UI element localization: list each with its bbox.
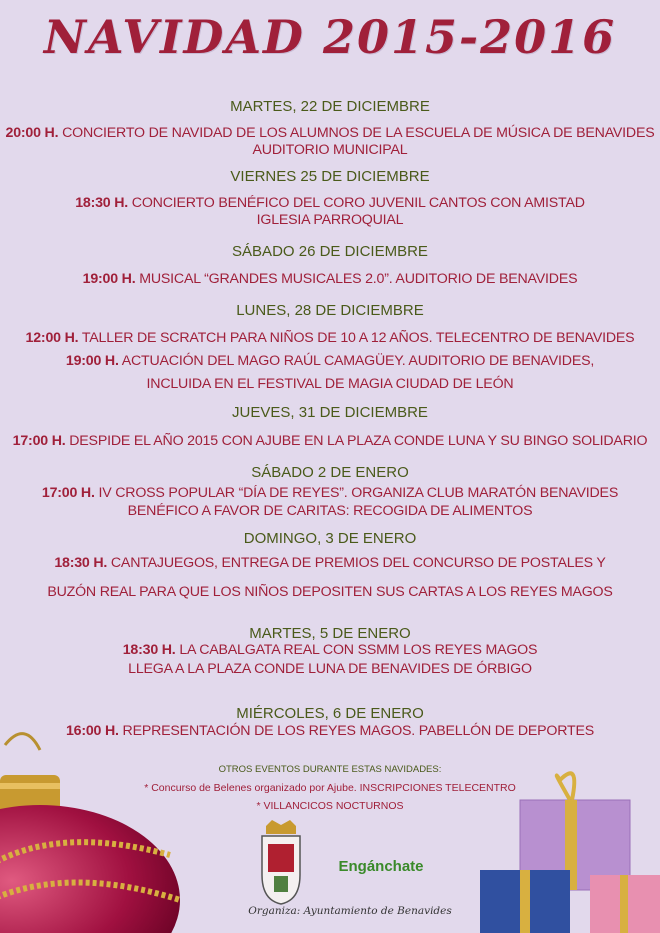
- event-line: [0, 376, 660, 393]
- day-heading: MARTES, 5 DE ENERO: [249, 625, 411, 642]
- event-text: MUSICAL “GRANDES MUSICALES 2.0”. AUDITORIO DE BENAVIDES: [139, 271, 578, 287]
- event-text: INCLUIDA EN EL FESTIVAL DE MAGIA CIUDAD DE LEÓN: [146, 376, 514, 392]
- event-line: [0, 584, 660, 601]
- other-event-item: * VILLANCICOS NOCTURNOS: [256, 800, 404, 812]
- event-line: [0, 485, 660, 502]
- event-text: TALLER DE SCRATCH PARA NIÑOS DE 10 A 12 AÑOS. TELECENTRO DE BENAVIDES: [81, 330, 635, 346]
- event-time: 17:00 H.: [41, 485, 95, 501]
- event-line: [0, 353, 660, 370]
- day-heading: DOMINGO, 3 DE ENERO: [243, 530, 417, 547]
- event-text: ACTUACIÓN DEL MAGO RAÚL CAMAGÜEY. AUDITORIO DE BENAVIDES,: [121, 353, 595, 369]
- event-line: [0, 142, 660, 159]
- event-text: CONCIERTO DE NAVIDAD DE LOS ALUMNOS DE LA ESCUELA DE MÚSICA DE BENAVIDES: [62, 125, 655, 141]
- event-line: [0, 271, 660, 288]
- event-text: DESPIDE EL AÑO 2015 CON AJUBE EN LA PLAZA CONDE LUNA Y SU BINGO SOLIDARIO: [69, 433, 648, 449]
- day-heading: SÁBADO 26 DE DICIEMBRE: [232, 243, 428, 260]
- event-text: CANTAJUEGOS, ENTREGA DE PREMIOS DEL CONCURSO DE POSTALES Y: [110, 555, 606, 571]
- event-time: 17:00 H.: [12, 433, 66, 449]
- event-line: [0, 195, 660, 212]
- event-text: BUZÓN REAL PARA QUE LOS NIÑOS DEPOSITEN SUS CARTAS A LOS REYES MAGOS: [47, 584, 613, 600]
- event-text: CONCIERTO BENÉFICO DEL CORO JUVENIL CANTOS CON AMISTAD: [131, 195, 585, 211]
- event-time: 18:30 H.: [75, 195, 129, 211]
- event-text: LA CABALGATA REAL CON SSMM LOS REYES MAGOS: [179, 642, 538, 658]
- event-text: REPRESENTACIÓN DE LOS REYES MAGOS. PABELLÓN DE DEPORTES: [122, 723, 595, 739]
- event-time: 18:30 H.: [54, 555, 108, 571]
- event-time: 18:30 H.: [122, 642, 176, 658]
- organiza-credit: Organiza: Ayuntamiento de Benavides: [248, 905, 452, 917]
- event-text: LLEGA A LA PLAZA CONDE LUNA DE BENAVIDES DE ÓRBIGO: [128, 661, 532, 677]
- day-heading: LUNES, 28 DE DICIEMBRE: [236, 302, 424, 319]
- day-heading: JUEVES, 31 DE DICIEMBRE: [232, 404, 428, 421]
- event-line: [0, 330, 660, 347]
- day-heading: MIÉRCOLES, 6 DE ENERO: [236, 705, 424, 722]
- event-text: IGLESIA PARROQUIAL: [256, 212, 404, 228]
- event-text: BENÉFICO A FAVOR DE CARITAS: RECOGIDA DE ALIMENTOS: [127, 503, 533, 519]
- poster-title: NAVIDAD 2015-2016: [43, 10, 617, 64]
- event-line: [0, 555, 660, 572]
- event-time: 20:00 H.: [5, 125, 59, 141]
- event-time: 16:00 H.: [65, 723, 119, 739]
- event-line: [0, 503, 660, 520]
- other-event-item: * Concurso de Belenes organizado por Ajube. INSCRIPCIONES TELECENTRO: [144, 782, 516, 794]
- gift-boxes-icon: [460, 760, 660, 933]
- event-time: 12:00 H.: [25, 330, 79, 346]
- event-line: [0, 125, 660, 142]
- day-heading: SÁBADO 2 DE ENERO: [251, 464, 409, 481]
- coat-of-arms-icon: [258, 820, 304, 906]
- enganchate-logo: Engánchate: [338, 858, 424, 875]
- other-events-title: OTROS EVENTOS DURANTE ESTAS NAVIDADES:: [218, 764, 442, 775]
- christmas-ornament-icon: [0, 725, 185, 933]
- event-time: 19:00 H.: [82, 271, 136, 287]
- day-heading: VIERNES 25 DE DICIEMBRE: [230, 168, 430, 185]
- day-heading: MARTES, 22 DE DICIEMBRE: [230, 98, 430, 115]
- event-line: [0, 661, 660, 678]
- event-text: IV CROSS POPULAR “DÍA DE REYES”. ORGANIZA CLUB MARATÓN BENAVIDES: [98, 485, 619, 501]
- event-text: AUDITORIO MUNICIPAL: [252, 142, 408, 158]
- event-line: [0, 642, 660, 659]
- event-time: 19:00 H.: [65, 353, 119, 369]
- event-line: [0, 433, 660, 450]
- event-line: [0, 212, 660, 229]
